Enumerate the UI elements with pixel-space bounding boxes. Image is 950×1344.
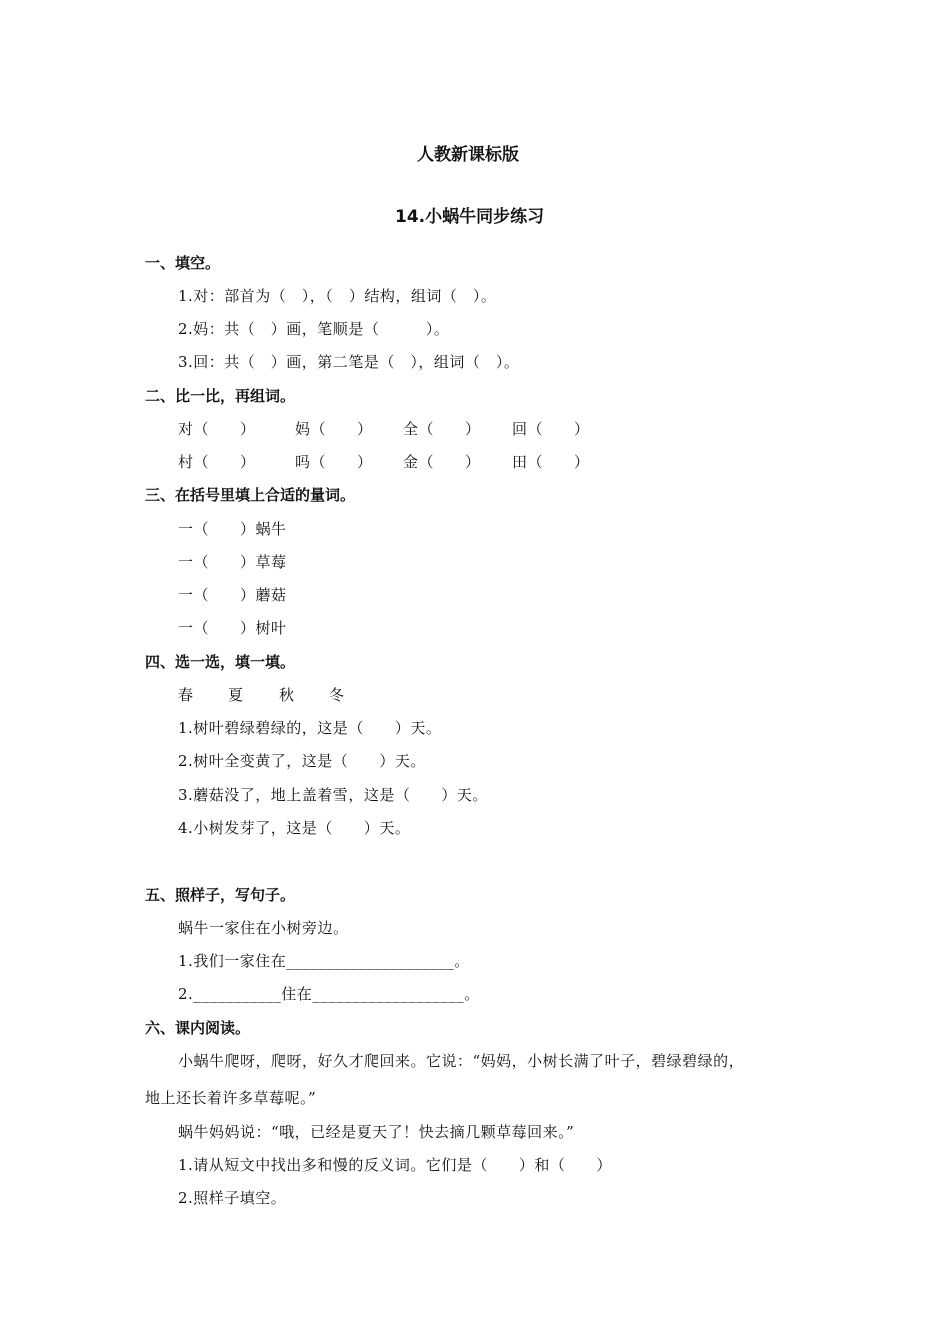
reading-question: 2.照样子填空。: [178, 1189, 287, 1207]
section-3-heading: 三、在括号里填上合适的量词。: [145, 486, 356, 504]
measure-word-item: 一（ ）蘑菇: [178, 586, 287, 604]
example-sentence: 蜗牛一家住在小树旁边。: [178, 919, 349, 937]
section-2-heading: 二、比一比，再组词。: [145, 387, 296, 405]
reading-paragraph: 蜗牛妈妈说：“哦，已经是夏天了！快去摘几颗草莓回来。”: [178, 1123, 575, 1141]
section-1-heading: 一、填空。: [145, 254, 221, 272]
compare-word: 吗（ ）: [295, 453, 373, 471]
compare-word: 田（ ）: [512, 453, 590, 471]
season-question: 4.小树发芽了，这是（ ）天。: [178, 819, 411, 837]
season-question: 2.树叶全变黄了，这是（ ）天。: [178, 752, 426, 770]
edition-label: 人教新课标版: [417, 145, 519, 165]
section-4-heading: 四、选一选，填一填。: [145, 653, 296, 671]
sentence-exercise: 1.我们一家住在_____________________。: [178, 952, 470, 970]
compare-word: 对（ ）: [178, 420, 256, 438]
season-option: 春: [178, 686, 194, 704]
reading-paragraph: 地上还长着许多草莓呢。”: [145, 1089, 317, 1107]
section-6-heading: 六、课内阅读。: [145, 1019, 251, 1037]
compare-word: 妈（ ）: [295, 420, 373, 438]
section-1-item: 1.对：部首为（ ），（ ）结构，组词（ ）。: [178, 287, 497, 305]
measure-word-item: 一（ ）蜗牛: [178, 520, 287, 538]
compare-word: 全（ ）: [403, 420, 481, 438]
sentence-exercise: 2.___________住在___________________。: [178, 985, 480, 1003]
compare-word: 金（ ）: [403, 453, 481, 471]
compare-word: 回（ ）: [512, 420, 590, 438]
season-question: 3.蘑菇没了，地上盖着雪，这是（ ）天。: [178, 786, 488, 804]
season-option: 秋: [279, 686, 295, 704]
section-1-item: 2.妈：共（ ）画，笔顺是（ ）。: [178, 320, 450, 338]
reading-paragraph: 小蜗牛爬呀，爬呀，好久才爬回来。它说：“妈妈，小树长满了叶子，碧绿碧绿的，: [178, 1052, 745, 1070]
section-1-item: 3.回：共（ ）画，第二笔是（ ），组词（ ）。: [178, 353, 520, 371]
measure-word-item: 一（ ）树叶: [178, 619, 287, 637]
season-option: 夏: [228, 686, 244, 704]
season-question: 1.树叶碧绿碧绿的，这是（ ）天。: [178, 719, 442, 737]
compare-word: 村（ ）: [178, 453, 256, 471]
reading-question: 1.请从短文中找出多和慢的反义词。它们是（ ）和（ ）: [178, 1156, 612, 1174]
worksheet-title: 14.小蜗牛同步练习: [395, 207, 545, 227]
season-option: 冬: [329, 686, 345, 704]
section-5-heading: 五、照样子，写句子。: [145, 886, 296, 904]
measure-word-item: 一（ ）草莓: [178, 553, 287, 571]
